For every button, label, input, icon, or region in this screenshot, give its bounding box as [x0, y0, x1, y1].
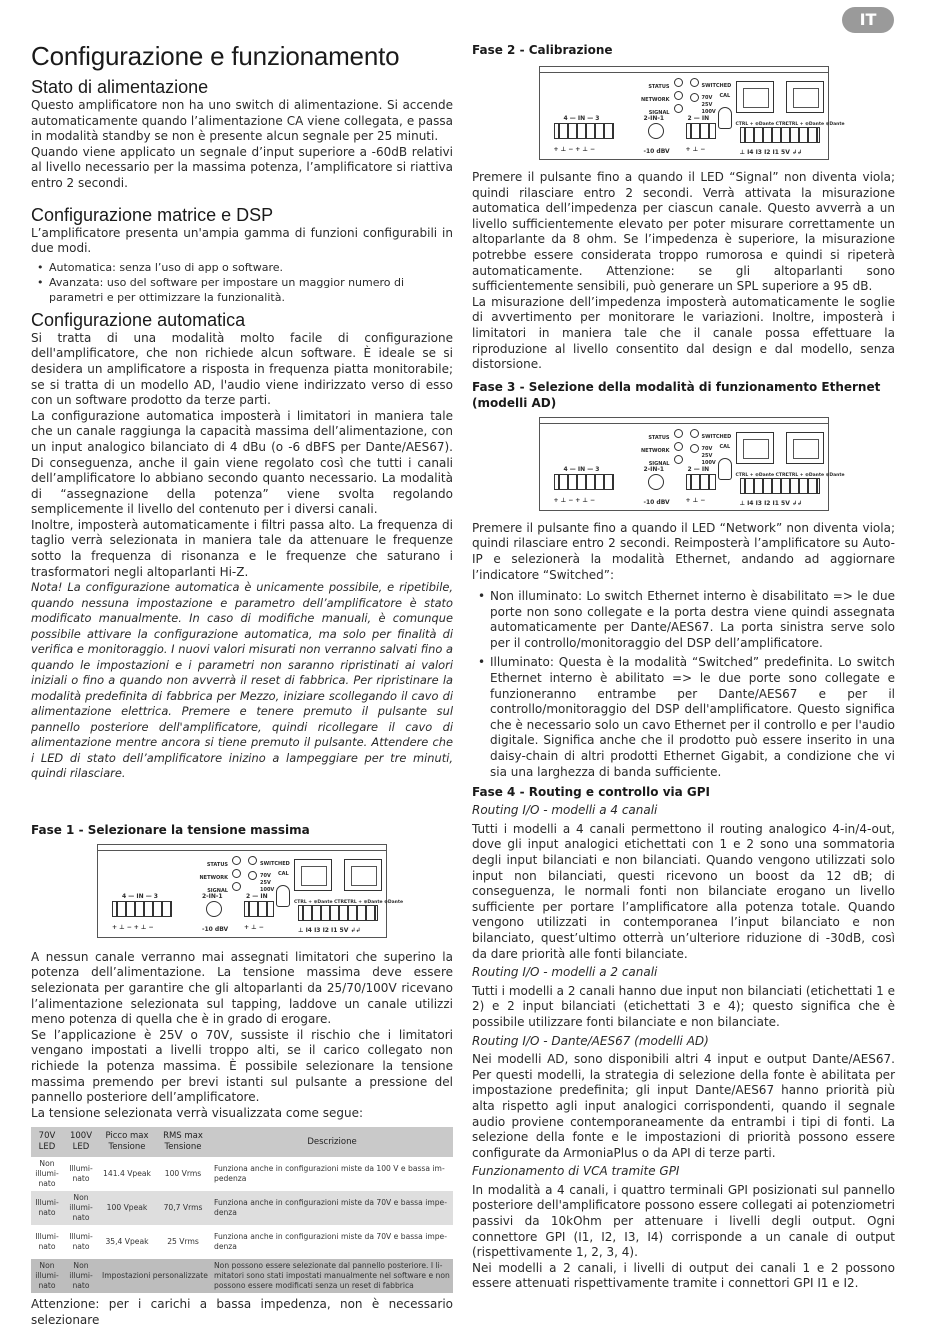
ctrl-label-1: CTRL + ⊕Dante CTRL [735, 122, 789, 127]
right-column [472, 42, 895, 1292]
table-cell: Illumi-nato [63, 1157, 99, 1191]
language-badge: IT [842, 7, 894, 33]
gpi-terminal-block [740, 478, 820, 494]
routing-2ch-paragraph: Tutti i modelli a 2 canali hanno due input non bilanciati (etichettati 1 e 2) e 2 input bilanciati (etichettati 3 e 4); questo significa che è possibile utilizzare fonti bilanciate e non bilanciate. [472, 983, 895, 1029]
phase1-after-text: Attenzione: per i carichi a bassa impedenza, non è necessario selezionare [31, 1297, 453, 1327]
status-led-icon [674, 78, 683, 87]
terminal-block-2 [244, 901, 274, 917]
table-row [31, 1259, 453, 1293]
v100-label: 100V [701, 109, 716, 115]
polarity-label: + ⊥ − + ⊥ − [112, 923, 154, 931]
list-item: • Non illuminato: Lo switch Ethernet interno è disabilitato => le due porte non sono collegate e la porta destra viene quindi assegnata automaticamente per Dante/AES67. La porta sinistra serve solo per il controllo/monitoraggio del DSP dell’amplificatore. [476, 589, 895, 651]
gpi-label: ⊥ I4 I3 I2 I1 5V ↲↲ [739, 499, 803, 507]
switched-led-icon [690, 78, 699, 87]
panel-rail [98, 845, 386, 851]
table-cell: 141.4 Vpeak [99, 1157, 155, 1191]
table-cell: Non illumi-nato [63, 1259, 99, 1293]
terminal-block-4-3 [554, 474, 614, 490]
phase1-heading: Fase 1 - Selezionare la tensione massima [31, 822, 310, 837]
matrix-paragraph: L’amplificatore presenta un'ampia gamma di funzioni configurabili in due modi. [31, 225, 453, 256]
gpi-terminal-block [740, 127, 820, 143]
ethernet-port-1 [736, 432, 774, 464]
ethernet-port-1 [294, 859, 332, 891]
input-2-1-label: 2-IN-1 [643, 115, 665, 122]
phase1-paragraph-1: A nessun canale verranno mai assegnati limitatori che superino la potenza dell’alimentazione. La tensione massima deve essere selezionata per garantire che gli altoparlanti da 25/70/100V ricevano l’alimentazione selezionata sul tapping, laddove un canale utilizzi meno potenza di quella che è in grado di erogare. [31, 949, 453, 1027]
phase3-paragraph: Premere il pulsante fino a quando il LED “Network” non diventa viola; quindi rilasciare entro 2 secondi. Reimposterà l’amplificatore su Auto-IP e selezionerà la modalità Ethernet, andando ad aggiornare l’indicatore “Switched”: [472, 520, 895, 582]
network-led-icon [232, 869, 241, 878]
v100-label: 100V [701, 459, 716, 466]
signal-label: SIGNAL [648, 110, 670, 116]
table-cell: Illumi-nato [31, 1225, 63, 1259]
routing-4ch-paragraph: Tutti i modelli a 4 canali permettono il routing analogico 4-in/4-out, dove gli input analogici etichettati con 1 e 2 sono una sommatoria degli input bilanciati e non bilanciati. Quando vengono utilizzati solo input non bilanciati, questi ricevono un boost da 12 dB; di conseguenza, le normali fonti non bilanciate erogano un livello sufficiente per portare l’amplificatore alla potenza totale. Quando vengono utilizzati in contemporanea l’input bilanciato e non bilanciato, quest’ultimo otterrà un’ulteriore riduzione di -30dB, così da dare priorità alle fonti bilanciate. [472, 821, 895, 961]
rca-jack-icon [648, 123, 664, 139]
status-label: STATUS [206, 861, 228, 868]
dbv-label: -10 dBV [202, 925, 229, 933]
ethernet-port-1 [736, 81, 774, 113]
ctrl-label-2: CTRL + ⊕Dante ⊕Dante [344, 899, 404, 905]
vca-gpi-paragraph-2: Nei modelli a 2 canali, i livelli di output dei canali 1 e 2 possono essere attenuati rispettivamente tramite i connettori GPI I1 e I2. [472, 1260, 895, 1291]
power-paragraph-2: Quando viene applicato un segnale d’input superiore a -60dB relativi al livello necessario per la massima potenza, l’amplificatore si riattiva entro 2 secondi. [31, 144, 453, 190]
status-label: STATUS [648, 434, 670, 441]
table-header: 100V LED [63, 1127, 99, 1157]
phase1-paragraph-3: La tensione selezionata verrà visualizzata come segue: [31, 1105, 363, 1120]
dbv-label: -10 dBV [643, 498, 670, 506]
input-2-label: 2 — IN [687, 115, 710, 122]
input-4-3-label: 4 — IN — 3 [122, 892, 158, 900]
v100-label: 100V [260, 886, 275, 893]
signal-led-icon [232, 882, 241, 891]
table-header: RMS max Tensione [155, 1127, 211, 1157]
network-led-icon [674, 91, 683, 100]
status-led-icon [674, 429, 683, 438]
table-cell: Non illumi-nato [31, 1259, 63, 1293]
table-cell: Illumi-nato [31, 1191, 63, 1225]
pointing-hand-icon [718, 107, 732, 129]
v70-label: 70V [701, 95, 713, 101]
switched-led-icon [690, 429, 699, 438]
gpi-label: ⊥ I4 I3 I2 I1 5V ↲↲ [298, 926, 361, 934]
table-row [31, 1191, 453, 1225]
routing-2ch-subheading: Routing I/O - modelli a 2 canali [472, 965, 658, 980]
table-cell: Non illumi-nato [63, 1191, 99, 1225]
phase4-heading: Fase 4 - Routing e controllo via GPI [472, 785, 711, 800]
input-2-1-label: 2-IN-1 [643, 465, 665, 473]
polarity-label-2: + ⊥ − [685, 146, 706, 153]
status-led-icon [232, 856, 241, 865]
input-4-3-label: 4 — IN — 3 [563, 115, 600, 122]
v25-label: 25V [260, 879, 271, 886]
v25-label: 25V [701, 452, 713, 459]
gpi-terminal-block [298, 905, 378, 921]
polarity-label-2: + ⊥ − [685, 496, 706, 504]
table-header: 70V LED [31, 1127, 63, 1157]
auto-note: Nota! La configurazione automatica è unicamente possibile, e ripetibile, quando nessuna impostazione e parametro dell’amplificatore è stato modificato manualmente. In caso di modifiche manuali, è comunque possibile attivare la configurazione automatica, ma solo per finalità di verifica e monitoraggio. I nuovi valori misurati non verranno salvati fino a quando le impostazioni e i parametri non saranno ripristinati ai valori iniziali o fino a quando non avverrà il reset di fabbrica. Per ripristinare la modalità predefinita di fabbrica per Mezzo, iniziare scollegando il cavo di alimentazione elettrica. Premere e tenere premuto il pulsante sul pannello posteriore dell'amplificatore, quindi ricollegare il cavo di alimentazione mentre ancora si tiene premuto il pulsante. Attendere che i LED di stato dell’amplificatore inizino a lampeggiare per tre minuti, quindi rilasciare. [31, 580, 453, 781]
switched-label: SWITCHED [701, 433, 732, 440]
rca-jack-icon [206, 901, 222, 917]
table-row [31, 1225, 453, 1259]
table-cell: 100 Vpeak [99, 1191, 155, 1225]
phase3-heading: Fase 3 - Selezione della modalità di funzionamento Ethernet (modelli AD) [472, 379, 881, 410]
cal-label: CAL [719, 443, 731, 450]
phase2-paragraph-1: Premere il pulsante fino a quando il LED “Signal” non diventa viola; quindi rilasciare entro 2 secondi. Verrà attivata la misurazione automatica dell’impedenza per ciascun canale. Questo avverrà a un livello sufficientemente elevato per poter misurare correttamente un altoparlante da 8 ohm. Se l’impedenza è superiore, la misurazione potrebbe essere considerata troppo rumorosa e quindi si ripeterà automaticamente. Attenzione: se gli altoparlanti sono sufficientemente sensibili, può generare un SPL superiore a 95 dB. [472, 170, 895, 294]
list-item: • Automatica: senza l’uso di app o software. [35, 260, 453, 275]
table-header: Descrizione [211, 1127, 453, 1157]
switched-label: SWITCHED [260, 860, 290, 867]
routing-dante-paragraph: Nei modelli AD, sono disponibili altri 4 input e output Dante/AES67. Per questi modelli, la strategia di selezione della fonte è abilitata per impostazione predefinita; gli input Dante/AES67 hanno priorità più alta rispetto agli input analogici corrispondenti, quando il segnale audio proviene contemporaneamente da entrambi i tipi di fonti. La selezione della fonte e le impostazioni di priorità possono essere configurate da ArmoniaPlus o da API di terze parti. [472, 1052, 895, 1160]
gpi-label: ⊥ I4 I3 I2 I1 5V ↲↲ [739, 149, 803, 156]
network-led-icon [674, 442, 683, 451]
vca-gpi-subheading: Funzionamento di VCA tramite GPI [472, 1164, 680, 1179]
network-label: NETWORK [640, 97, 670, 103]
v70-label: 70V [260, 872, 271, 879]
pointing-hand-icon [718, 458, 732, 480]
list-item: • Avanzata: uso del software per impostare un maggior numero di parametri e per ottimizzare la funzionalità. [35, 275, 453, 305]
power-heading: Stato di alimentazione [31, 77, 209, 97]
phase3-list [476, 589, 895, 780]
status-label: STATUS [648, 84, 670, 90]
terminal-block-4-3 [554, 123, 614, 139]
ctrl-label-2: CTRL + ⊕Dante ⊕Dante [785, 122, 845, 127]
matrix-heading: Configurazione matrice e DSP [31, 204, 274, 225]
panel-rail [540, 67, 828, 73]
voltage-led-icon [690, 93, 699, 102]
table-cell: 100 Vrms [155, 1157, 211, 1191]
phase2-heading: Fase 2 - Calibrazione [472, 43, 613, 57]
phase2-paragraph-2: La misurazione dell’impedenza imposterà automaticamente le soglie di avvertimento per monitorare le variazioni. Inoltre, imposterà i limitatori in maniera tale che il canale possa effettuare la riproduzione al livello consentito dal design e dal modello, senza distorsione. [472, 294, 895, 372]
ethernet-port-2 [786, 81, 824, 113]
table-cell: Non possono essere selezionate dal pannello posteriore. I li-mitatori sono stati impostati manualmente nel software e non possono essere modificati senza un reset di fabbrica [211, 1259, 453, 1293]
panel-rail [540, 418, 828, 424]
table-cell: Impostazioni personalizzate [99, 1259, 211, 1293]
vca-gpi-paragraph-1: In modalità a 4 canali, i quattro terminali GPI posizionati sul pannello posteriore dell'amplificatore possono essere collegati ai potenziometri passivi da 10kOhm per attenuare i livelli degli output. Ogni connettore GPI (I1, I2, I3, I4) corrisponde a un canale di output (rispettivamente 1, 2, 3, 4). [472, 1182, 895, 1260]
switched-led-icon [248, 856, 257, 865]
routing-4ch-subheading: Routing I/O - modelli a 4 canali [472, 803, 658, 818]
v70-label: 70V [701, 445, 713, 452]
rear-panel-diagram-2 [539, 66, 845, 160]
table-cell: Illumi-nato [63, 1225, 99, 1259]
ctrl-label-2: CTRL + ⊕Dante ⊕Dante [785, 472, 845, 478]
table-cell: 35,4 Vpeak [99, 1225, 155, 1259]
table-cell: Funziona anche in configurazioni miste da 70V e bassa impe-denza [211, 1191, 453, 1225]
auto-heading: Configurazione automatica [31, 309, 246, 330]
cal-label: CAL [278, 870, 289, 877]
list-item: • Illuminato: Questa è la modalità “Switched” predefinita. Lo switch Ethernet interno è abilitato => le due porte sono collegate e funzioneranno entrambe per Dante/AES67 e per il controllo/monitoraggio del DSP dell'amplificatore. Questo significa che è necessario solo un cavo Ethernet per il controllo e per l'audio digitale. Significa anche che il prodotto può essere inserito in una daisy-chain di altri prodotti Ethernet Gigabit, a condizione che vi sia una larghezza di banda sufficiente. [476, 655, 895, 780]
input-4-3-label: 4 — IN — 3 [563, 465, 600, 473]
pointing-hand-icon [276, 885, 290, 907]
polarity-label: + ⊥ − + ⊥ − [553, 146, 596, 153]
left-column [31, 40, 453, 1328]
terminal-block-2 [686, 123, 716, 139]
auto-paragraph-2: La configurazione automatica imposterà i limitatori in maniera tale che un canale raggiunga la capacità massima dell’alimentazione, con un input analogico bilanciato di 4 dBu (o -6 dBFS per Dante/AES67). Di conseguenza, anche il gain viene regolato così che tutti i canali dell’amplificatore lo abbiano secondo quanto necessario. La modalità di “assegnazione della potenza” viene svolta regolando semplicemente il livello del contenuto per i diversi canali. [31, 408, 453, 517]
rca-jack-icon [648, 474, 664, 490]
table-cell: Funziona anche in configurazioni miste da 70V e bassa impe-denza [211, 1225, 453, 1259]
polarity-label-2: + ⊥ − [244, 923, 264, 931]
phase1-paragraph-2: Se l’applicazione è 25V o 70V, sussiste il rischio che i limitatori vengano impostati a livelli troppo alti, se il carico collegato non richiede la potenza massima. È possibile selezionare la tensione massima premendo per brevi istanti sul pulsante a pressione del pannello posteriore dell’amplificatore. [31, 1027, 453, 1105]
rear-panel-diagram [97, 844, 404, 938]
voltage-led-icon [690, 444, 699, 453]
signal-label: SIGNAL [207, 887, 228, 894]
voltage-table [31, 1127, 453, 1293]
table-row [31, 1157, 453, 1191]
signal-label: SIGNAL [648, 460, 670, 467]
signal-led-icon [674, 455, 683, 464]
input-2-1-label: 2-IN-1 [202, 892, 223, 900]
routing-dante-subheading: Routing I/O - Dante/AES67 (modelli AD) [472, 1033, 709, 1048]
v25-label: 25V [701, 102, 713, 108]
switched-label: SWITCHED [701, 83, 732, 89]
auto-paragraph-1: Si tratta di una modalità molto facile di configurazione dell'amplificatore, che non richiede alcun software. È ideale se si desidera un amplificatore a risposta in frequenza piatta monitorabile; se si tratta di un modello AD, l'audio viene indirizzato verso di esso con un software prodotto da terze parti. [31, 330, 453, 408]
terminal-block-4-3 [112, 901, 172, 917]
ctrl-label-1: CTRL + ⊕Dante CTRL [735, 472, 789, 478]
voltage-led-icon [248, 871, 257, 880]
table-header: Picco max Tensione [99, 1127, 155, 1157]
auto-paragraph-3: Inoltre, imposterà automaticamente i filtri passa alto. La frequenza di taglio verrà selezionata in maniera tale da attenuare le frequenze sotto la frequenza di risonanza e le frequenze che saturano i trasformatori negli altoparlanti Hi-Z. [31, 517, 453, 579]
dbv-label: -10 dBV [643, 148, 670, 155]
matrix-list [35, 260, 453, 305]
network-label: NETWORK [640, 447, 670, 454]
table-cell: Non illumi-nato [31, 1157, 63, 1191]
input-2-label: 2 — IN [687, 465, 710, 473]
table-cell: 25 Vrms [155, 1225, 211, 1259]
polarity-label: + ⊥ − + ⊥ − [553, 496, 596, 504]
input-2-label: 2 — IN [246, 892, 268, 900]
signal-led-icon [674, 104, 683, 113]
ethernet-port-2 [786, 432, 824, 464]
network-label: NETWORK [199, 874, 228, 881]
table-cell: Funziona anche in configurazioni miste da 100 V e bassa im-pedenza [211, 1157, 453, 1191]
power-paragraph-1: Questo amplificatore non ha uno switch di alimentazione. Si accende automaticamente quando l’alimentazione CA viene collegata, e passa in modalità standby se non è presente alcun segnale per 25 minuti. [31, 98, 453, 144]
ctrl-label-1: CTRL + ⊕Dante CTRL [294, 899, 347, 905]
terminal-block-2 [686, 474, 716, 490]
cal-label: CAL [719, 93, 731, 99]
table-cell: 70,7 Vrms [155, 1191, 211, 1225]
page-title: Configurazione e funzionamento [31, 41, 400, 71]
ethernet-port-2 [344, 859, 382, 891]
rear-panel-diagram-3 [539, 417, 845, 511]
